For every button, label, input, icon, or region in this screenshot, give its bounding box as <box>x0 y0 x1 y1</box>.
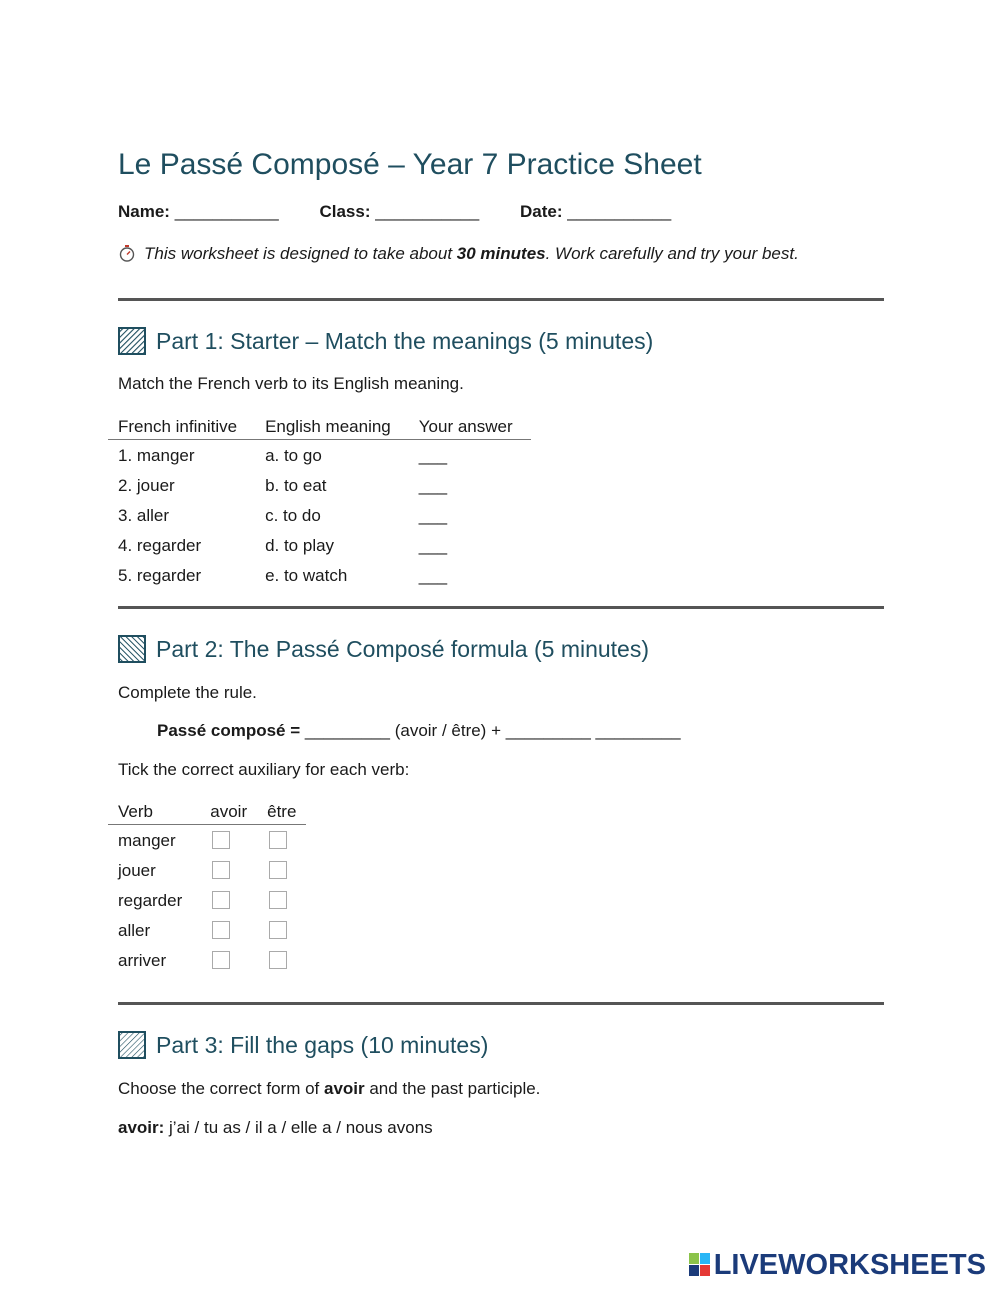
column-header: French infinitive <box>108 413 255 440</box>
answer-blank[interactable]: ___ <box>418 446 448 465</box>
avoir-checkbox[interactable] <box>212 891 230 909</box>
column-header: être <box>257 798 306 825</box>
table-row <box>108 440 531 471</box>
avoir-checkbox[interactable] <box>212 831 230 849</box>
intro-text-before: This worksheet is designed to take about <box>144 244 457 263</box>
date-blank[interactable]: ___________ <box>567 202 672 221</box>
hatched-square-icon <box>118 635 146 663</box>
etre-cell <box>257 915 306 945</box>
part1-heading <box>118 327 653 355</box>
column-header: avoir <box>200 798 257 825</box>
part2-instruction: Complete the rule. <box>118 683 257 702</box>
french-verb: 1. manger <box>118 446 195 465</box>
liveworksheets-logo <box>689 1249 986 1282</box>
table-row <box>108 915 306 945</box>
etre-checkbox[interactable] <box>269 951 287 969</box>
page-title: Le Passé Composé – Year 7 Practice Sheet <box>118 148 702 181</box>
formula-label: Passé composé = <box>157 721 301 740</box>
intro-note <box>118 244 799 264</box>
avoir-label: avoir: <box>118 1118 165 1137</box>
english-meaning: d. to play <box>265 536 335 555</box>
formula-blanks[interactable]: _________ (avoir / être) + _________ _________ <box>300 721 681 740</box>
name-blank[interactable]: ___________ <box>174 202 279 221</box>
french-verb: 5. regarder <box>118 566 202 585</box>
logo-text: LIVEWORKSHEETS <box>713 1249 986 1281</box>
part3-instruction-before: Choose the correct form of <box>118 1079 324 1098</box>
class-field[interactable] <box>319 202 479 222</box>
part1-instruction: Match the French verb to its English meaning. <box>118 374 464 393</box>
column-header: English meaning <box>255 413 409 440</box>
student-info-row <box>118 202 707 222</box>
avoir-cell <box>200 915 257 945</box>
etre-cell <box>257 855 306 885</box>
table-header-row <box>108 798 306 825</box>
french-verb: 4. regarder <box>118 536 202 555</box>
avoir-cell <box>200 825 257 856</box>
class-blank[interactable]: ___________ <box>375 202 480 221</box>
auxiliary-tick-table <box>108 798 306 975</box>
tick-instruction: Tick the correct auxiliary for each verb: <box>118 760 410 779</box>
part3-instruction-bold: avoir <box>323 1079 365 1098</box>
etre-cell <box>257 945 306 975</box>
avoir-checkbox[interactable] <box>212 951 230 969</box>
table-row <box>108 945 306 975</box>
table-row <box>108 560 531 590</box>
avoir-checkbox[interactable] <box>212 861 230 879</box>
stopwatch-icon <box>118 244 136 262</box>
part3-heading <box>118 1031 488 1059</box>
table-row <box>108 825 306 856</box>
avoir-cell <box>200 945 257 975</box>
formula-line <box>157 721 681 741</box>
class-label: Class: <box>319 202 371 221</box>
part2-heading-text: Part 2: The Passé Composé formula (5 minutes) <box>156 636 650 662</box>
answer-blank[interactable]: ___ <box>418 506 448 525</box>
name-label: Name: <box>118 202 170 221</box>
column-header: Your answer <box>409 413 531 440</box>
verb-cell: regarder <box>118 891 183 910</box>
english-meaning: c. to do <box>265 506 321 525</box>
table-header-row <box>108 413 531 440</box>
column-header: Verb <box>108 798 200 825</box>
intro-text-after: . Work carefully and try your best. <box>545 244 799 263</box>
etre-checkbox[interactable] <box>269 861 287 879</box>
etre-cell <box>257 885 306 915</box>
liveworksheets-badge-icon <box>689 1253 711 1277</box>
french-verb: 2. jouer <box>118 476 175 495</box>
part3-heading-text: Part 3: Fill the gaps (10 minutes) <box>156 1032 489 1058</box>
avoir-cell <box>200 855 257 885</box>
etre-checkbox[interactable] <box>269 921 287 939</box>
english-meaning: b. to eat <box>265 476 327 495</box>
english-meaning: e. to watch <box>265 566 348 585</box>
verb-cell: manger <box>118 831 176 850</box>
part3-instruction-after: and the past participle. <box>364 1079 541 1098</box>
divider-3 <box>118 1002 884 1005</box>
intro-duration: 30 minutes <box>456 244 546 263</box>
date-field[interactable] <box>520 202 671 222</box>
table-row <box>108 470 531 500</box>
part3-instruction <box>118 1079 540 1099</box>
avoir-cell <box>200 885 257 915</box>
avoir-forms-line <box>118 1118 433 1138</box>
etre-checkbox[interactable] <box>269 891 287 909</box>
part1-heading-text: Part 1: Starter – Match the meanings (5 minutes) <box>156 328 654 354</box>
english-meaning: a. to go <box>265 446 322 465</box>
part2-heading <box>118 635 649 663</box>
etre-cell <box>257 825 306 856</box>
verb-cell: aller <box>118 921 151 940</box>
table-row <box>108 500 531 530</box>
table-row <box>108 530 531 560</box>
divider-1 <box>118 298 884 301</box>
verb-cell: jouer <box>118 861 156 880</box>
divider-2 <box>118 606 884 609</box>
table-row <box>108 855 306 885</box>
name-field[interactable] <box>118 202 279 222</box>
avoir-checkbox[interactable] <box>212 921 230 939</box>
verb-cell: arriver <box>118 951 167 970</box>
answer-blank[interactable]: ___ <box>418 566 448 585</box>
etre-checkbox[interactable] <box>269 831 287 849</box>
part1-match-table <box>108 413 531 590</box>
answer-blank[interactable]: ___ <box>418 476 448 495</box>
date-label: Date: <box>519 202 563 221</box>
table-row <box>108 885 306 915</box>
hatched-square-icon <box>118 1031 146 1059</box>
answer-blank[interactable]: ___ <box>418 536 448 555</box>
french-verb: 3. aller <box>118 506 170 525</box>
avoir-forms: j’ai / tu as / il a / elle a / nous avons <box>164 1118 433 1137</box>
hatched-square-icon <box>118 327 146 355</box>
